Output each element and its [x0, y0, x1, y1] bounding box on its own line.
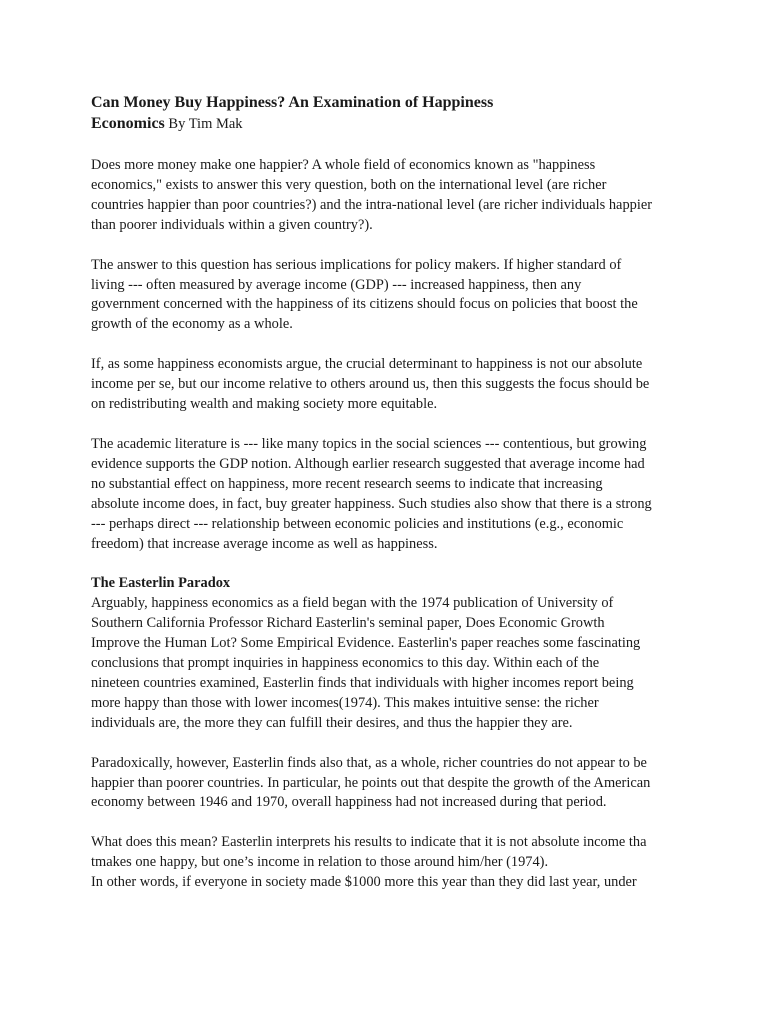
- page-title-line-2: [91, 113, 686, 135]
- paragraph-literature: The academic literature is --- like many topics in the social sciences --- contentious, but growing evidence supports the GDP notion. Although earlier research suggested that average income had no substantial effect on happiness, more recent research seems to indicate that increasing absolute income does, in fact, buy greater happiness. Such studies also show that there is a strong --- perhaps direct --- relationship between economic policies and institutions (e.g., economic freedom) that increase average income as well as happiness.: [91, 435, 652, 552]
- paragraph-relative-income: If, as some happiness economists argue, the crucial determinant to happiness is not our absolute income per se, but our income relative to others around us, then this suggests the focus should be on redistributing wealth and making society more equitable.: [91, 356, 650, 413]
- paragraph-intro: Does more money make one happier? A whole field of economics known as "happiness economics," exists to answer this very question, both on the international level (are richer countries happier than poor countries?) and the intra-national level (are richer individuals happier than poorer individuals within a given country?).: [91, 157, 653, 233]
- author-byline: By Tim Mak: [164, 116, 243, 132]
- paragraph-easterlin-origin: Arguably, happiness economics as a field began with the 1974 publication of University of Southern California Professor Richard Easterlin's seminal paper, Does Economic Growth Improve the Human Lot? Some Empirical Evidence. Easterlin's paper reaches some fascinating conclusions that prompt inquiries in happiness economics to this day. Within each of the nineteen countries examined, Easterlin finds that individuals with higher incomes report being more happy than those with lower incomes(1974). This makes intuitive sense: the richer individuals are, the more they can fulfill their desires, and thus the happier they are.: [91, 595, 641, 731]
- paragraph-paradox: Paradoxically, however, Easterlin finds also that, as a whole, richer countries do not appear to be happier than poorer countries. In particular, he points out that despite the growth of the American economy between 1946 and 1970, overall happiness had not increased during that period.: [91, 754, 651, 811]
- page-title-word: Economics: [91, 115, 165, 132]
- paragraph-interpretation: What does this mean? Easterlin interprets his results to indicate that it is not absolute income tha tmakes one happy, but one’s income in relation to those around him/her (1974).: [91, 834, 647, 871]
- paragraph-policy: The answer to this question has serious implications for policy makers. If higher standard of living --- often measured by average income (GDP) --- increased happiness, then any government concerned with the happiness of its citizens should focus on policies that boost the growth of the economy as a whole.: [91, 256, 638, 333]
- page-title-line-1: Can Money Buy Happiness? An Examination of Happiness: [91, 94, 494, 111]
- title-block: [91, 92, 686, 135]
- section-heading: The Easterlin Paradox: [91, 575, 231, 592]
- document-content: [91, 92, 686, 893]
- paragraph-other-words: In other words, if everyone in society made $1000 more this year than they did last year, under: [91, 874, 637, 891]
